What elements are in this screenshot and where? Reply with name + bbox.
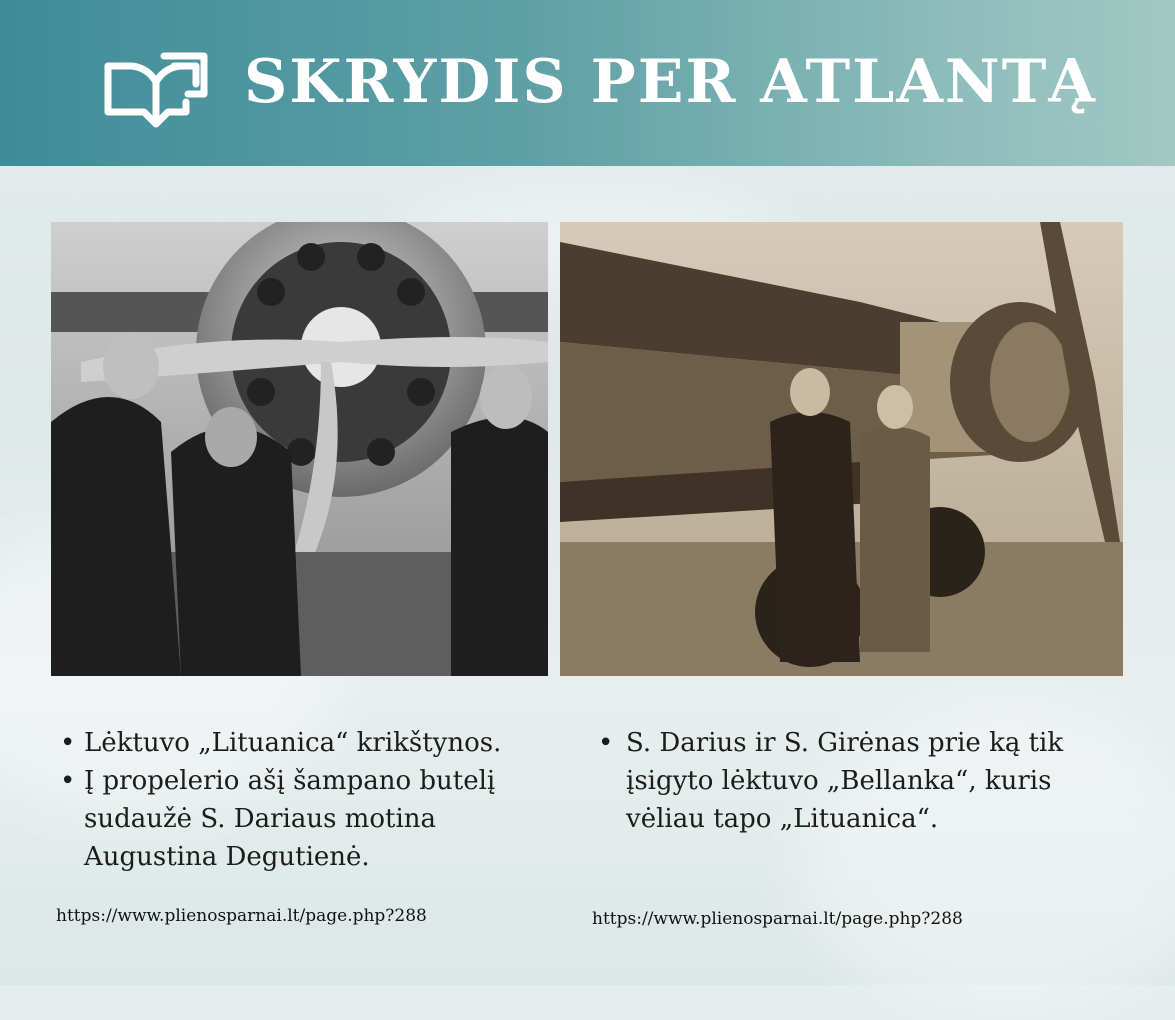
aviators-plane-photo — [560, 222, 1123, 676]
source-link[interactable]: https://www.plienosparnai.lt/page.php?288 — [56, 906, 427, 926]
list-item: • S. Darius ir S. Girėnas prie ką tik įsigyto lėktuvo „Bellanka“, kuris vėliau tapo „Lituanica“. — [594, 724, 1134, 838]
christening-photo-icon — [51, 222, 548, 676]
christening-photo — [51, 222, 548, 676]
right-caption-list — [594, 724, 1134, 838]
header-banner — [0, 0, 1175, 166]
left-caption-list — [56, 724, 576, 876]
list-item: • Į propelerio ašį šampano butelį sudaužė S. Dariaus motina Augustina Degutienė. — [56, 762, 576, 876]
list-item: • Lėktuvo „Lituanica“ krikštynos. — [56, 724, 576, 762]
aviators-plane-photo-icon — [560, 222, 1123, 676]
page-title: SKRYDIS PER ATLANTĄ — [244, 47, 1097, 117]
source-link[interactable]: https://www.plienosparnai.lt/page.php?288 — [592, 909, 963, 929]
book-frame-icon — [102, 42, 210, 130]
